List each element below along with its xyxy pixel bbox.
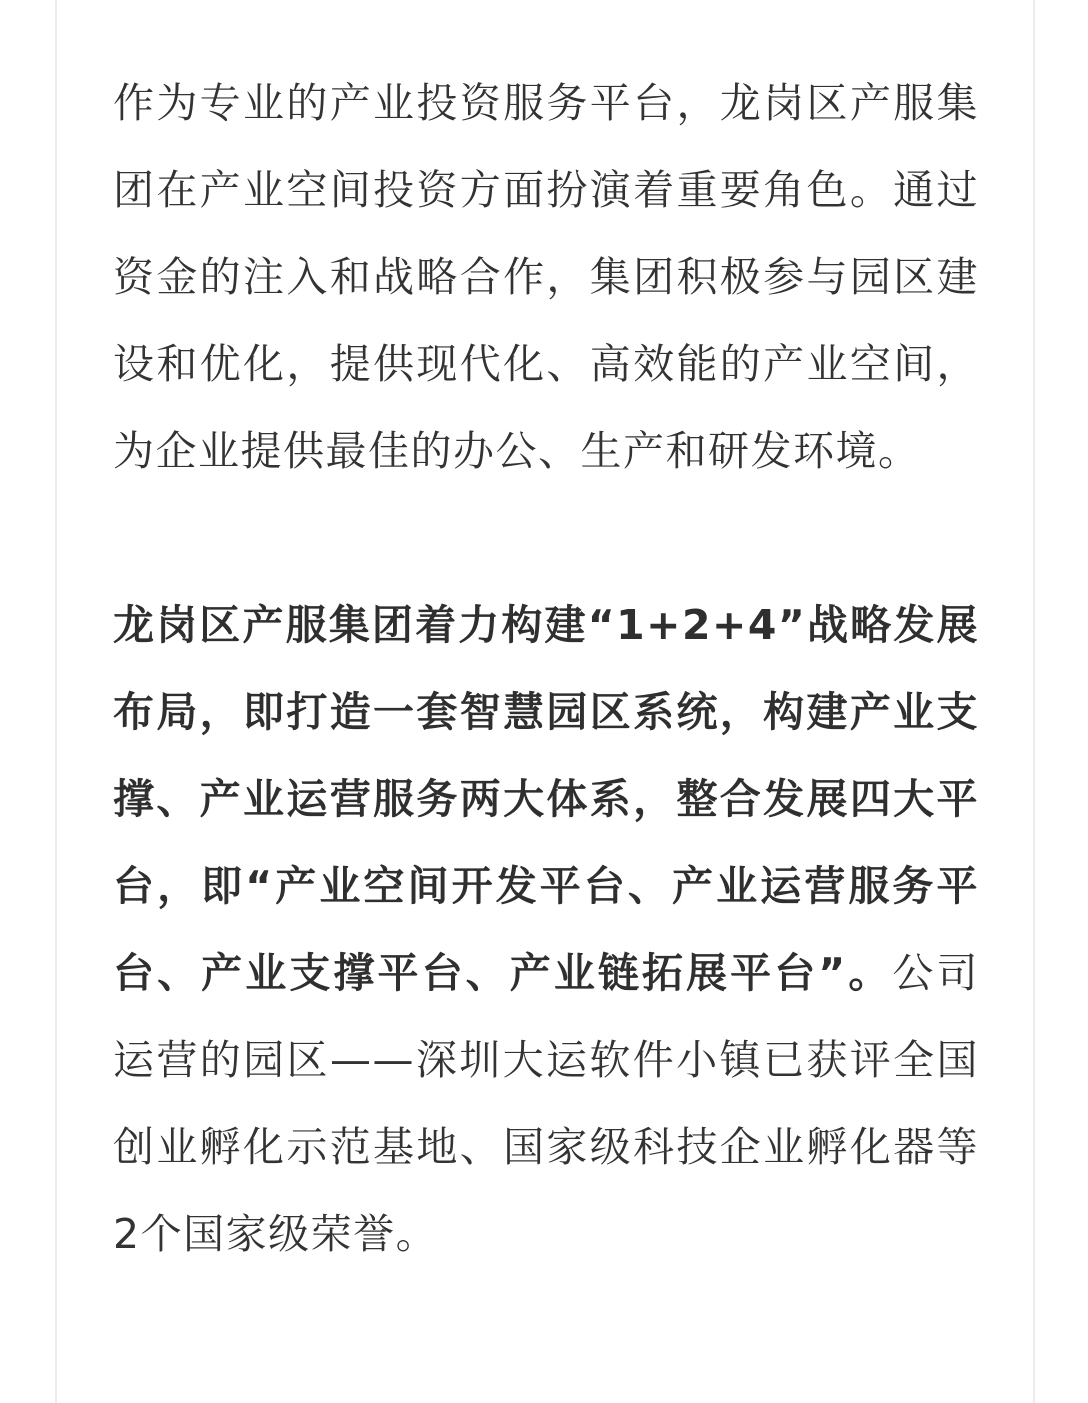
paragraph-1 [113, 60, 979, 495]
article-body [113, 60, 979, 1278]
paragraph-2-bold-text: 龙岗区产服集团着力构建“1+2+4”战略发展布局，即打造一套智慧园区系统，构建产业支撑、产业运营服务两大体系，整合发展四大平台，即“产业空间开发平台、产业运营服务平台、产业支撑平台、产业链拓展平台”。 [113, 601, 979, 997]
paragraph-1-text: 作为专业的产业投资服务平台，龙岗区产服集团在产业空间投资方面扮演着重要角色。通过资金的注入和战略合作，集团积极参与园区建设和优化，提供现代化、高效能的产业空间，为企业提供最佳的办公、生产和研发环境。 [113, 79, 979, 475]
paragraph-2 [113, 582, 979, 1278]
paragraph-2-regular-text: 公司运营的园区——深圳大运软件小镇已获评全国创业孵化示范基地、国家级科技企业孵化器等2个国家级荣誉。 [113, 949, 980, 1258]
